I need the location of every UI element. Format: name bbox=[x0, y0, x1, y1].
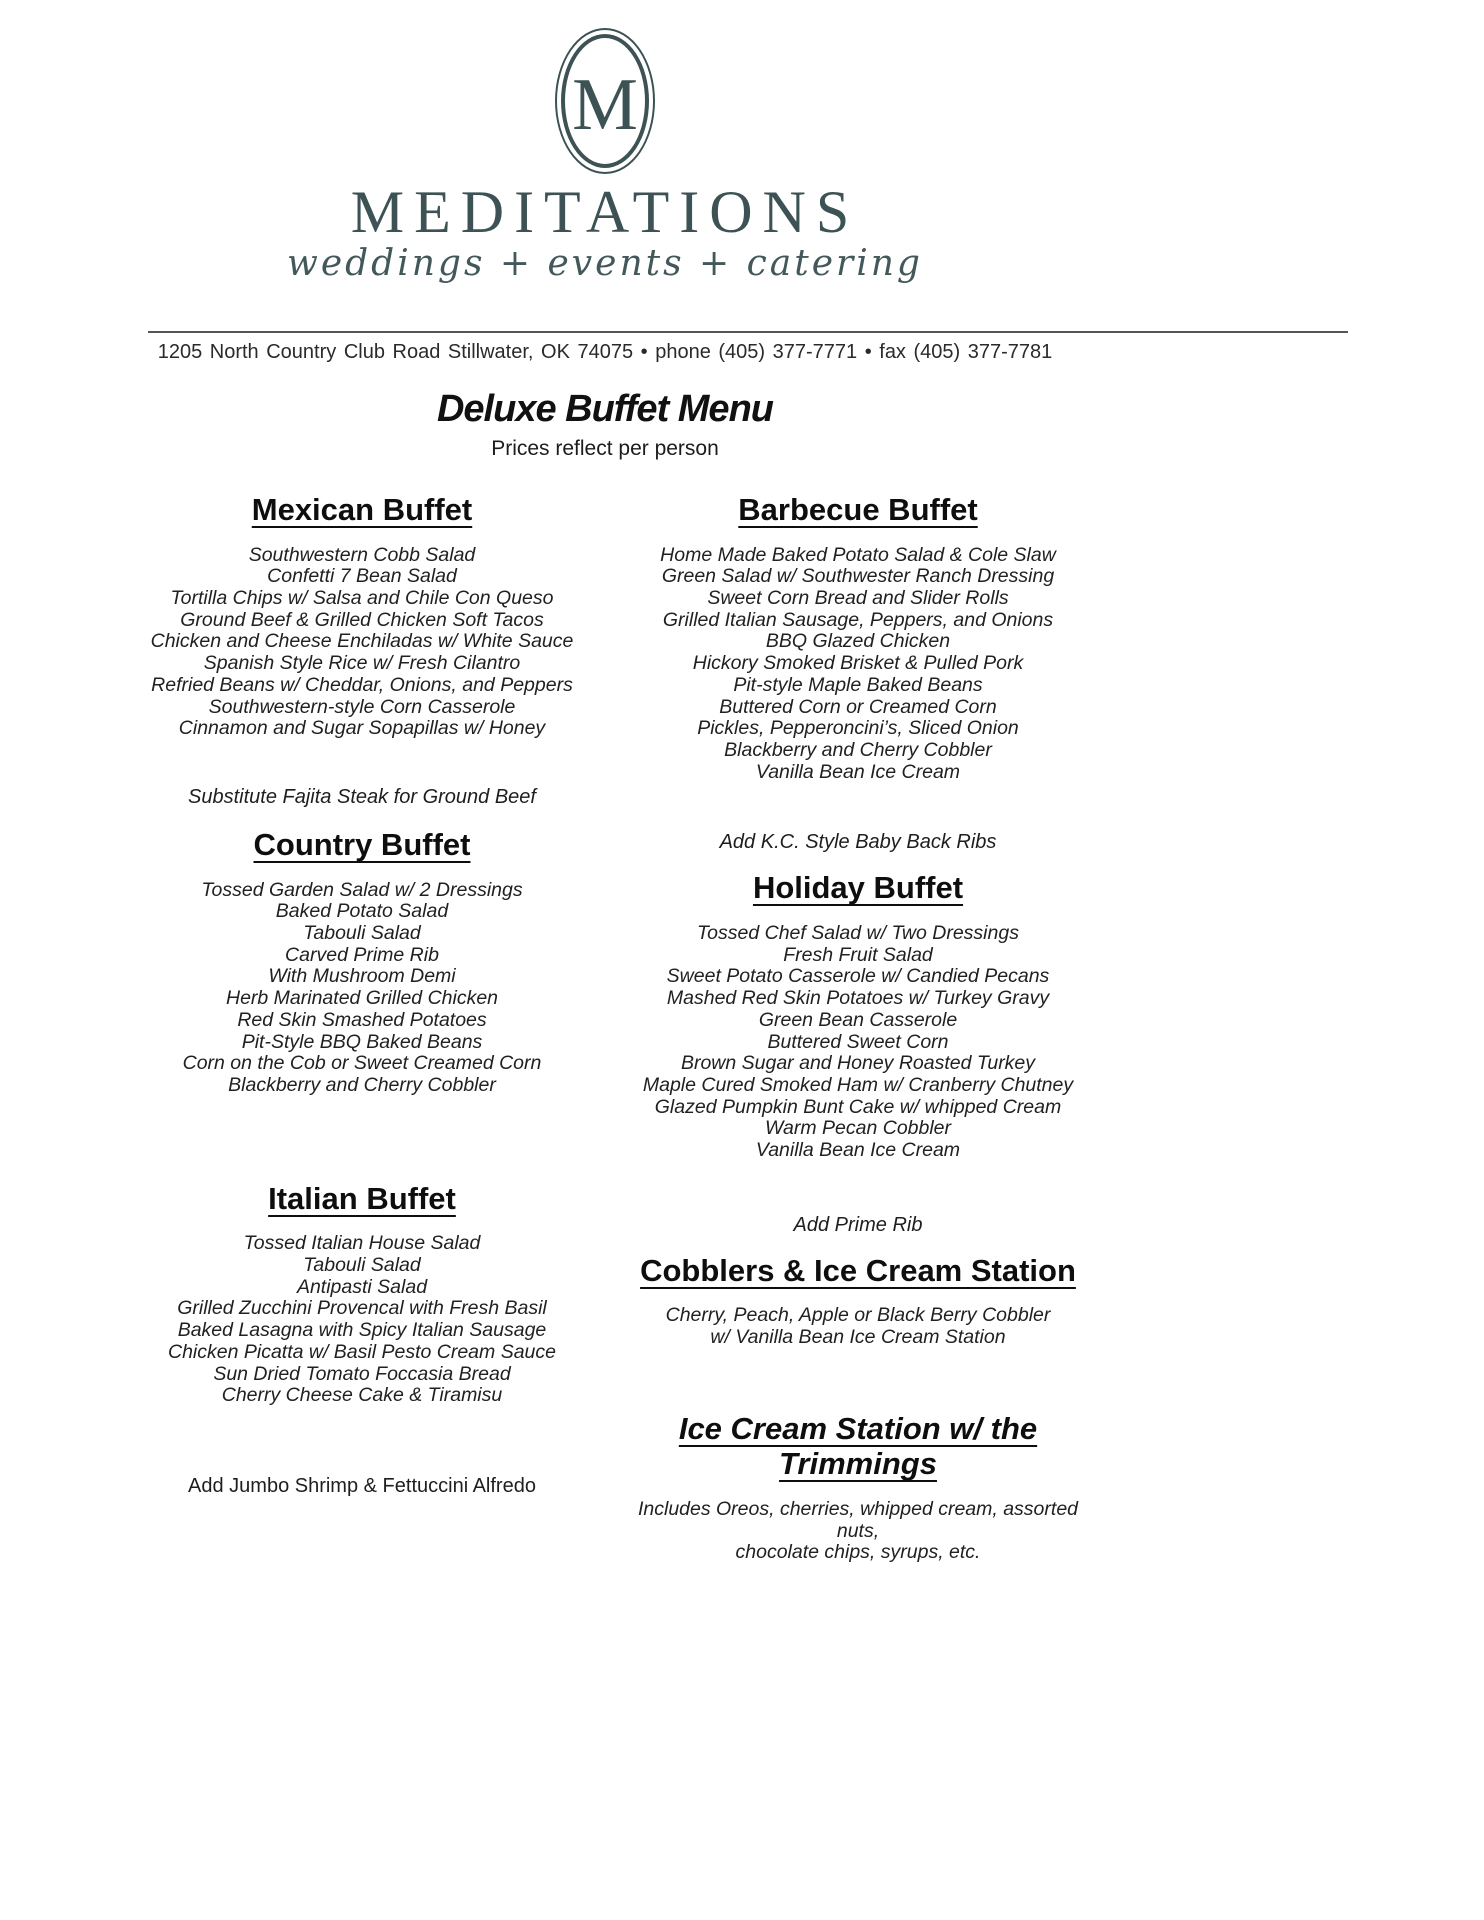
section-icecream-station bbox=[618, 1411, 1098, 1564]
menu-item: Refried Beans w/ Cheddar, Onions, and Peppers bbox=[151, 673, 573, 696]
menu-item: Home Made Baked Potato Salad & Cole Slaw bbox=[660, 543, 1056, 566]
menu-item: Ground Beef & Grilled Chicken Soft Tacos bbox=[180, 608, 544, 631]
section-heading: Mexican Buffet bbox=[251, 492, 473, 527]
section-items bbox=[618, 1499, 1098, 1564]
menu-item: Blackberry and Cherry Cobbler bbox=[228, 1073, 496, 1096]
menu-item: Southwestern-style Corn Casserole bbox=[208, 695, 516, 718]
menu-item: Tossed Chef Salad w/ Two Dressings bbox=[697, 922, 1019, 945]
menu-item: Cherry Cheese Cake & Tiramisu bbox=[221, 1384, 503, 1407]
menu-item: Chicken and Cheese Enchiladas w/ White Sauce bbox=[150, 630, 574, 653]
menu-item: Grilled Italian Sausage, Peppers, and Onions bbox=[662, 608, 1054, 631]
menu-item: Blackberry and Cherry Cobbler bbox=[724, 738, 992, 761]
menu-item: Corn on the Cob or Sweet Creamed Corn bbox=[182, 1052, 542, 1075]
logo-monogram: M bbox=[572, 64, 638, 146]
section-note: Add K.C. Style Baby Back Ribs bbox=[719, 831, 997, 854]
section-items bbox=[122, 880, 602, 1097]
menu-item: Tossed Italian House Salad bbox=[243, 1232, 481, 1255]
menu-item: chocolate chips, syrups, etc. bbox=[735, 1541, 981, 1564]
menu-item: Confetti 7 Bean Salad bbox=[267, 565, 457, 588]
menu-item: Maple Cured Smoked Ham w/ Cranberry Chutney bbox=[642, 1073, 1074, 1096]
menu-item: Green Bean Casserole bbox=[758, 1008, 958, 1031]
menu-item: Pit-style Maple Baked Beans bbox=[733, 673, 983, 696]
page-subtitle: Prices reflect per person bbox=[491, 437, 719, 460]
section-items bbox=[618, 545, 1098, 784]
menu-item: Pickles, Pepperoncini’s, Sliced Onion bbox=[697, 717, 1019, 740]
menu-item: Carved Prime Rib bbox=[285, 943, 439, 966]
menu-item: Herb Marinated Grilled Chicken bbox=[225, 987, 499, 1010]
section-heading: Country Buffet bbox=[253, 826, 471, 862]
menu-item: Pit-Style BBQ Baked Beans bbox=[241, 1030, 483, 1053]
section-items bbox=[618, 923, 1098, 1162]
section-note: Add Jumbo Shrimp & Fettuccini Alfredo bbox=[188, 1474, 536, 1497]
menu-item: Glazed Pumpkin Bunt Cake w/ whipped Cream bbox=[654, 1095, 1062, 1118]
menu-item: Red Skin Smashed Potatoes bbox=[237, 1008, 487, 1031]
header bbox=[0, 28, 1210, 284]
menu-item: Mashed Red Skin Potatoes w/ Turkey Gravy bbox=[666, 987, 1050, 1010]
menu-item: Grilled Zucchini Provencal with Fresh Basil bbox=[177, 1297, 547, 1320]
menu-item: Vanilla Bean Ice Cream bbox=[755, 1139, 961, 1162]
menu-item: Spanish Style Rice w/ Fresh Cilantro bbox=[203, 652, 521, 675]
section-barbecue-buffet bbox=[618, 492, 1098, 854]
menu-item: With Mushroom Demi bbox=[268, 965, 456, 988]
section-heading: Ice Cream Station w/ the Trimmings bbox=[678, 1410, 1038, 1482]
brand-name: MEDITATIONS bbox=[350, 179, 860, 245]
title-block bbox=[0, 388, 1210, 461]
menu-item: BBQ Glazed Chicken bbox=[765, 630, 951, 653]
right-column bbox=[618, 492, 1098, 1564]
logo-oval-inner bbox=[561, 34, 649, 168]
section-heading: Holiday Buffet bbox=[752, 870, 964, 906]
menu-item: Chicken Picatta w/ Basil Pesto Cream Sauce bbox=[167, 1340, 556, 1363]
header-divider bbox=[148, 331, 1348, 333]
logo-oval-icon bbox=[555, 28, 655, 174]
menu-item: Vanilla Bean Ice Cream bbox=[755, 760, 961, 783]
menu-item: Sweet Potato Casserole w/ Candied Pecans bbox=[666, 965, 1050, 988]
menu-item: Green Salad w/ Southwester Ranch Dressing bbox=[661, 565, 1055, 588]
contact-line: 1205 North Country Club Road Stillwater, OK 74075 • phone (405) 377-7771 • fax (405) 377-7781 bbox=[157, 341, 1053, 363]
page-title: Deluxe Buffet Menu bbox=[436, 388, 773, 430]
section-mexican-buffet bbox=[122, 492, 602, 809]
section-holiday-buffet bbox=[618, 870, 1098, 1236]
menu-item: Includes Oreos, cherries, whipped cream, assorted nuts, bbox=[637, 1498, 1079, 1542]
left-column bbox=[122, 492, 602, 1498]
menu-item: Cherry, Peach, Apple or Black Berry Cobbler bbox=[665, 1304, 1051, 1327]
section-note: Substitute Fajita Steak for Ground Beef bbox=[188, 785, 536, 808]
menu-item: Tortilla Chips w/ Salsa and Chile Con Queso bbox=[170, 587, 554, 610]
menu-item: Buttered Sweet Corn bbox=[767, 1030, 949, 1053]
menu-item: Southwestern Cobb Salad bbox=[248, 543, 476, 566]
section-items bbox=[122, 1233, 602, 1407]
menu-item: Tabouli Salad bbox=[303, 922, 421, 945]
section-italian-buffet bbox=[122, 1181, 602, 1498]
menu-item: w/ Vanilla Bean Ice Cream Station bbox=[710, 1326, 1006, 1349]
section-cobblers-station bbox=[618, 1253, 1098, 1349]
menu-item: Baked Lasagna with Spicy Italian Sausage bbox=[177, 1319, 547, 1342]
menu-item: Hickory Smoked Brisket & Pulled Pork bbox=[692, 652, 1024, 675]
menu-item: Tossed Garden Salad w/ 2 Dressings bbox=[201, 878, 523, 901]
section-note: Add Prime Rib bbox=[793, 1213, 923, 1236]
menu-item: Warm Pecan Cobbler bbox=[764, 1117, 952, 1140]
menu-item: Sun Dried Tomato Foccasia Bread bbox=[213, 1362, 511, 1385]
section-country-buffet bbox=[122, 827, 602, 1097]
section-heading: Barbecue Buffet bbox=[738, 492, 978, 527]
menu-item: Antipasti Salad bbox=[296, 1275, 428, 1298]
menu-item: Buttered Corn or Creamed Corn bbox=[719, 695, 997, 718]
menu-item: Cinnamon and Sugar Sopapillas w/ Honey bbox=[178, 717, 546, 740]
menu-item: Sweet Corn Bread and Slider Rolls bbox=[707, 587, 1009, 610]
section-items bbox=[618, 1305, 1098, 1348]
menu-item: Brown Sugar and Honey Roasted Turkey bbox=[680, 1052, 1036, 1075]
menu-item: Tabouli Salad bbox=[303, 1253, 421, 1276]
section-heading: Cobblers & Ice Cream Station bbox=[640, 1252, 1076, 1288]
menu-item: Baked Potato Salad bbox=[275, 900, 449, 923]
section-heading: Italian Buffet bbox=[268, 1180, 456, 1216]
brand-tagline: weddings + events + catering bbox=[287, 243, 923, 284]
menu-item: Fresh Fruit Salad bbox=[783, 943, 933, 966]
section-items bbox=[122, 545, 602, 740]
